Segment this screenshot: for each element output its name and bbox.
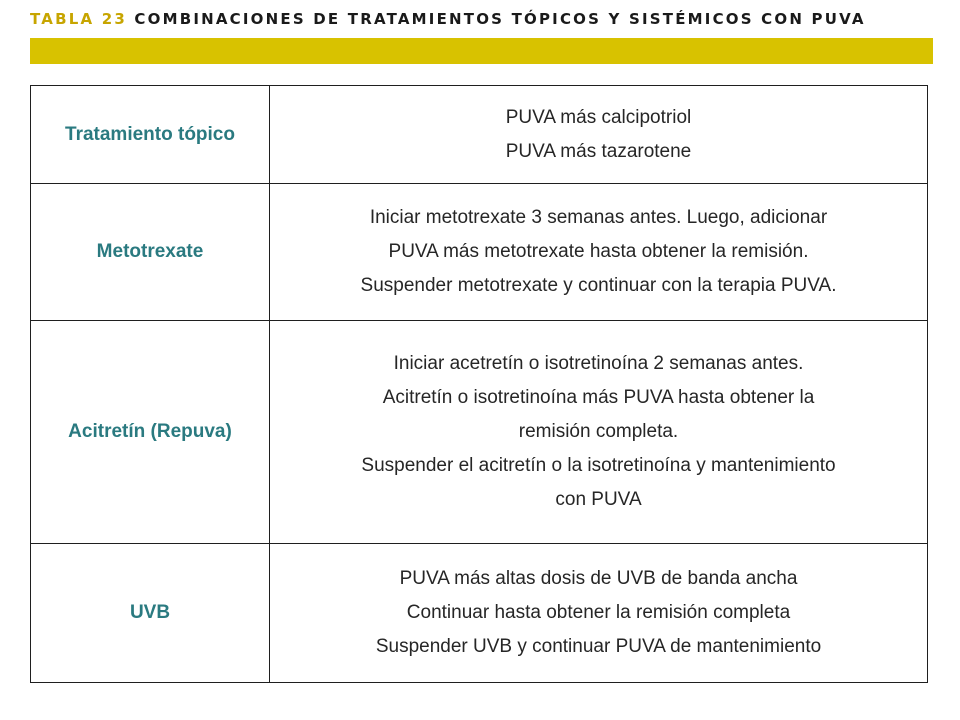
treatment-combinations-table [30, 85, 928, 683]
table-title [30, 10, 866, 28]
detail-line: Suspender metotrexate y continuar con la terapia PUVA. [360, 275, 837, 296]
detail-line: Acitretín o isotretinoína más PUVA hasta obtener la [382, 387, 815, 408]
detail-line: con PUVA [555, 489, 642, 510]
row-detail-acitretin [270, 321, 928, 544]
detail-line: PUVA más metotrexate hasta obtener la remisión. [388, 241, 809, 262]
detail-line: remisión completa. [518, 421, 679, 442]
table-title-text: COMBINACIONES DE TRATAMIENTOS TÓPICOS Y SISTÉMICOS CON PUVA [134, 10, 866, 28]
table-row [31, 544, 928, 683]
table-row [31, 321, 928, 544]
detail-line: Suspender el acitretín o la isotretinoína y mantenimiento [361, 455, 836, 476]
detail-line: Suspender UVB y continuar PUVA de mantenimiento [375, 636, 822, 657]
row-detail-topical [270, 86, 928, 184]
detail-line: PUVA más tazarotene [505, 140, 692, 162]
table-number: TABLA 23 [30, 10, 127, 28]
table-row [31, 86, 928, 184]
row-detail-metotrexate [270, 184, 928, 321]
detail-line: Continuar hasta obtener la remisión completa [406, 602, 791, 623]
row-label-uvb: UVB [31, 544, 270, 683]
table-row [31, 184, 928, 321]
accent-bar [30, 38, 933, 64]
row-detail-uvb [270, 544, 928, 683]
row-label-topical: Tratamiento tópico [31, 86, 270, 184]
detail-line: PUVA más altas dosis de UVB de banda ancha [399, 568, 798, 589]
detail-line: Iniciar metotrexate 3 semanas antes. Luego, adicionar [369, 207, 828, 228]
detail-line: Iniciar acetretín o isotretinoína 2 semanas antes. [393, 353, 804, 374]
row-label-acitretin: Acitretín (Repuva) [31, 321, 270, 544]
row-label-metotrexate: Metotrexate [31, 184, 270, 321]
detail-line: PUVA más calcipotriol [505, 106, 692, 128]
